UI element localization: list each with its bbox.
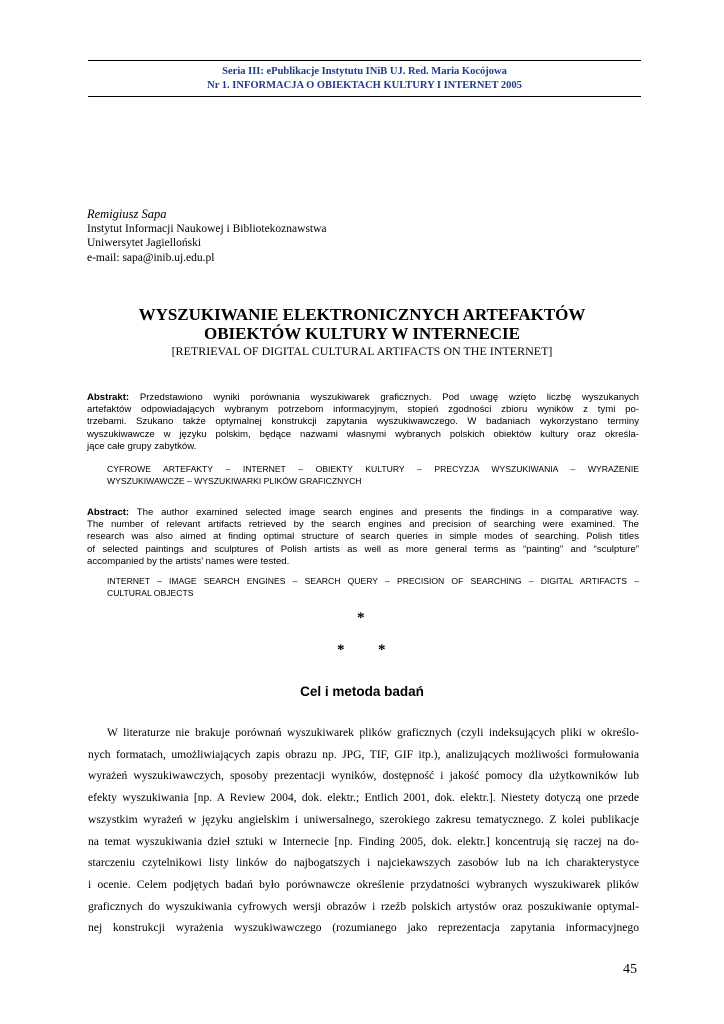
page-number: 45 — [623, 962, 637, 977]
title-line-1: WYSZUKIWANIE ELEKTRONICZNYCH ARTEFAKTÓW — [138, 305, 586, 324]
abstract-pl-line: wyszukiwawcze w języku polskim, będące nazwami własnymi wybranych polskich obiektów kultury oraz określa- — [87, 428, 639, 440]
body-line: nej konstrukcji wyrażenia wyszukiwawczego (rozumianego jako reprezentacja zapytania informacyjnego — [88, 921, 639, 935]
abstract-en-line: research was also aimed at finding optimal structure of search queries in simple modes of searching. Polish titles — [87, 531, 639, 543]
keywords-en-line: CULTURAL OBJECTS — [107, 588, 194, 598]
abstract-pl-label: Abstrakt: — [87, 392, 130, 403]
title-line-2: OBIEKTÓW KULTURY W INTERNECIE — [203, 324, 521, 343]
abstract-pl-line: Przedstawiono wyniki porównania wyszukiwarek graficznych. Pod uwagę wzięto liczbę wyszukanych — [139, 392, 639, 403]
body-paragraph — [88, 722, 639, 939]
series-line: Seria III: ePublikacje Instytutu INiB UJ. Red. Maria Kocójowa — [222, 66, 507, 77]
abstract-polish — [87, 392, 639, 453]
header-rule-bottom — [88, 96, 641, 97]
body-line: i ocenie. Celem podjętych badań było porównawcze określenie przydatności wybranych wyszukiwarek plików — [88, 877, 639, 891]
separator-star: * — [337, 642, 345, 658]
keywords-english — [107, 575, 639, 599]
body-line: na temat wyszukiwania dzieł sztuki w Internecie [np. Finding 2005, dok. elektr.] koncentrują się raczej na do- — [88, 834, 639, 848]
keywords-pl-line: WYSZUKIWAWCZE – WYSZUKIWARKI PLIKÓW GRAFICZNYCH — [107, 476, 362, 486]
title-english: [RETRIEVAL OF DIGITAL CULTURAL ARTIFACTS ON THE INTERNET] — [171, 344, 553, 358]
author-name: Remigiusz Sapa — [87, 207, 167, 221]
author-university: Uniwersytet Jagielloński — [87, 237, 202, 249]
section-heading: Cel i metoda badań — [300, 684, 424, 699]
abstract-pl-line: trzebami. Szukano także optymalnej konstrukcji zapytania wyszukiwawczego. W badaniach wykorzystano terminy — [87, 416, 639, 428]
abstract-en-line: accompanied by the artists’ names were tested. — [87, 555, 290, 567]
body-line: W literaturze nie brakuje porównań wyszukiwarek plików graficznych (czyli indeksujących pliki w określo- — [107, 726, 639, 739]
abstract-en-line: The author examined selected image search engines and presents the findings in a comparative way. — [136, 507, 639, 518]
abstract-en-line: The number of relevant artifacts retrieved by the search engines and precision of searching were examined. The — [87, 519, 639, 531]
body-line: graficznych do wyszukiwania cyfrowych wersji obrazów i rzeźb polskich artystów oraz poszukiwanie optymal- — [88, 899, 639, 913]
body-line: nych formatach, umożliwiających zapis obrazu np. JPG, TIF, GIF itp.), analizujących możliwości formułowania — [88, 747, 639, 761]
body-line: starczeniu czytelnikowi listy linków do najbogatszych i najciekawszych zasobów lub na ich charakterystyce — [88, 856, 639, 870]
separator-star: * — [357, 610, 365, 626]
keywords-pl-line: CYFROWE ARTEFAKTY – INTERNET – OBIEKTY KULTURY – PRECYZJA WYSZUKIWANIA – WYRAŻENIE — [107, 464, 639, 474]
abstract-pl-line: artefaktów odpowiadających wybranym potrzebom informacyjnym, stopień zgodności zbioru wyników z tymi po- — [87, 404, 639, 416]
series-header — [88, 65, 641, 93]
body-line: wyrażeń wyszukiwawczych, sposoby prezentacji wyników, dostępność i jakość pomocy dla użytkowników lub — [88, 769, 639, 783]
author-institute: Instytut Informacji Naukowej i Bibliotekoznawstwa — [87, 222, 327, 235]
body-line: efekty wyszukiwania [np. A Review 2004, dok. elektr.; Entlich 2001, dok. elektr.]. Niestety dotyczą one przede — [88, 791, 639, 805]
author-block — [87, 207, 327, 265]
separator-star: * — [378, 642, 386, 658]
keywords-polish — [107, 463, 639, 487]
author-email: e-mail: sapa@inib.uj.edu.pl — [87, 251, 215, 264]
abstract-en-label: Abstract: — [87, 507, 130, 518]
abstract-pl-line: jące całe grupy zabytków. — [87, 440, 197, 452]
abstract-en-line: of selected paintings and sculptures of Polish artists as well as more general terms as “painting” and “sculpture” — [87, 543, 639, 555]
header-rule-top — [88, 60, 641, 61]
keywords-en-line: INTERNET – IMAGE SEARCH ENGINES – SEARCH QUERY – PRECISION OF SEARCHING – DIGITAL ARTIFACTS – — [107, 576, 639, 586]
body-line: wszystkim wyrażeń w języku angielskim i uniwersalnego, szerokiego zakresu tematycznego. Z kolei publikacje — [88, 812, 639, 826]
paper-title — [88, 305, 636, 359]
abstract-english — [87, 507, 639, 568]
issue-line: Nr 1. INFORMACJA O OBIEKTACH KULTURY I INTERNET 2005 — [207, 80, 522, 91]
